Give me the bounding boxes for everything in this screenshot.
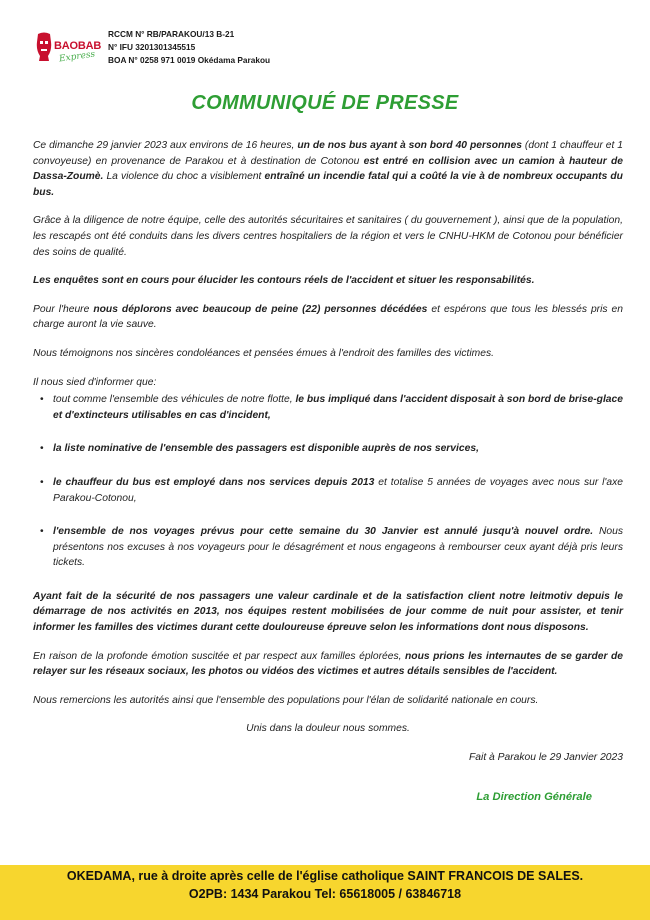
bold-span: la liste nominative de l'ensemble des passagers est disponible auprès de nos services, <box>53 443 479 455</box>
text-span: tout comme l'ensemble des véhicules de notre flotte, <box>53 394 296 406</box>
bold-span: le bus impliqué dans l'accident disposait à son bord de brise-glace et d'extincteurs utilisables en cas d'incident, <box>53 394 623 421</box>
paragraph-incident <box>33 138 623 200</box>
bold-span: l'ensemble de nos voyages prévus pour cette semaine du 30 Janvier est annulé jusqu'à nouvel ordre. <box>53 526 594 538</box>
paragraph-investigation <box>33 273 623 289</box>
paragraph-social-media <box>33 649 623 680</box>
letterhead <box>32 28 592 73</box>
footer-address <box>0 865 650 920</box>
list-item <box>53 475 623 506</box>
bold-span: Ayant fait de la sécurité de nos passagers une valeur cardinale et de la satisfaction client notre leitmotiv depuis le démarrage de nos activités en 2013, nos équipes restent mobilisées de jour comme de nuit pour assister, et tenir informer les familles des victimes <box>33 590 623 634</box>
bold-span: un de nos bus ayant à son bord 40 personnes <box>297 140 523 151</box>
baobab-express-logo <box>32 30 100 72</box>
paragraph-condolences: Nous témoignons nos sincères condoléances et pensées émues à l'endroit des familles des victimes. <box>33 347 494 359</box>
boa-account: BOA N° 0258 971 0019 Okédama Parakou <box>108 55 271 65</box>
signature: La Direction Générale <box>476 791 592 803</box>
text-span: Ce dimanche 29 janvier 2023 aux environs de 16 heures, <box>33 140 298 151</box>
bold-span: Les enquêtes sont en cours pour élucider les contours réels de l'accident et situer les responsabilités. <box>33 275 535 287</box>
list-item <box>53 524 623 571</box>
text-span: En raison de la profonde émotion suscitée et par respect aux familles éplorées, <box>33 650 405 662</box>
ifu-number: N° IFU 3201301345515 <box>108 42 196 52</box>
bold-span: entraîné un incendie fatal qui a coûté la vie à de nombreux occupants du bus. <box>33 171 623 198</box>
bold-span: le chauffeur du bus est employé dans nos services depuis 2013 <box>53 476 375 488</box>
list-item <box>53 441 623 457</box>
footer-line-contact: O2PB: 1434 Parakou Tel: 65618005 / 63846718 <box>188 887 462 901</box>
text-span: et totalise 5 années de voyages avec nous sur l'axe Parakou-Cotonou, <box>53 476 623 504</box>
bold-span: durant cette douloureuse épreuve selon les informations dont nous disposons. <box>197 622 589 634</box>
page-title: COMMUNIQUÉ DE PRESSE <box>191 92 459 114</box>
registration-info <box>108 28 270 67</box>
bold-span: nous prions les internautes de se garder de relayer sur les réseaux sociaux, les photos ou vidéos des victimes et autres détails sensibles de l'accident. <box>33 650 624 678</box>
rccm-number: RCCM N° RB/PARAKOU/13 B-21 <box>108 29 235 39</box>
info-list <box>33 392 623 571</box>
text-span: La violence du choc a visiblement <box>103 171 265 183</box>
text-span: Pour l'heure <box>33 303 94 315</box>
paragraph-inform-intro: Il nous sied d'informer que: <box>33 376 157 388</box>
bold-span: nous déplorons avec beaucoup de peine (22) personnes décédées <box>93 303 428 315</box>
paragraph-rescue: Grâce à la diligence de notre équipe, celle des autorités sécuritaires et sanitaires ( du gouvernement ), ainsi que de la population, les rescapés ont été conduits dans les divers centres hospitaliers de la région et vers le CNHU-HKM de Cotonou pour bénéficier des soins de qualité. <box>33 215 623 258</box>
footer-line-address: OKEDAMA, rue à droite après celle de l'église catholique SAINT FRANCOIS DE SALES. <box>66 869 584 883</box>
logo-mask-icon <box>35 32 53 62</box>
logo-brand-text: BAOBAB <box>54 40 102 52</box>
closing-line: Unis dans la douleur nous sommes. <box>246 723 410 735</box>
text-span: Nous présentons nos excuses à nos voyageurs pour le désagrément et nous engageons à rembourser ceux ayant déjà pris leurs tickets. <box>53 526 623 569</box>
text-span: (dont 1 chauffeur et 1 convoyeuse) en provenance de Parakou et à destination de Cotonou <box>33 140 623 167</box>
paragraph-casualties <box>33 302 623 333</box>
press-release-body <box>33 138 623 779</box>
logo-brand-subtext: Express <box>58 49 96 65</box>
text-span: et espérons que tous les blessés pris en charge auront la vie sauve. <box>33 303 623 331</box>
paragraph-thanks: Nous remercions les autorités ainsi que l'ensemble des populations pour l'élan de solidarité nationale en cours. <box>33 694 539 706</box>
paragraph-commitment <box>33 589 623 636</box>
list-item <box>53 392 623 423</box>
bold-span: est entré en collision avec un camion à hauteur de Dassa-Zoumè. <box>33 155 623 183</box>
place-date: Fait à Parakou le 29 Janvier 2023 <box>469 752 623 764</box>
